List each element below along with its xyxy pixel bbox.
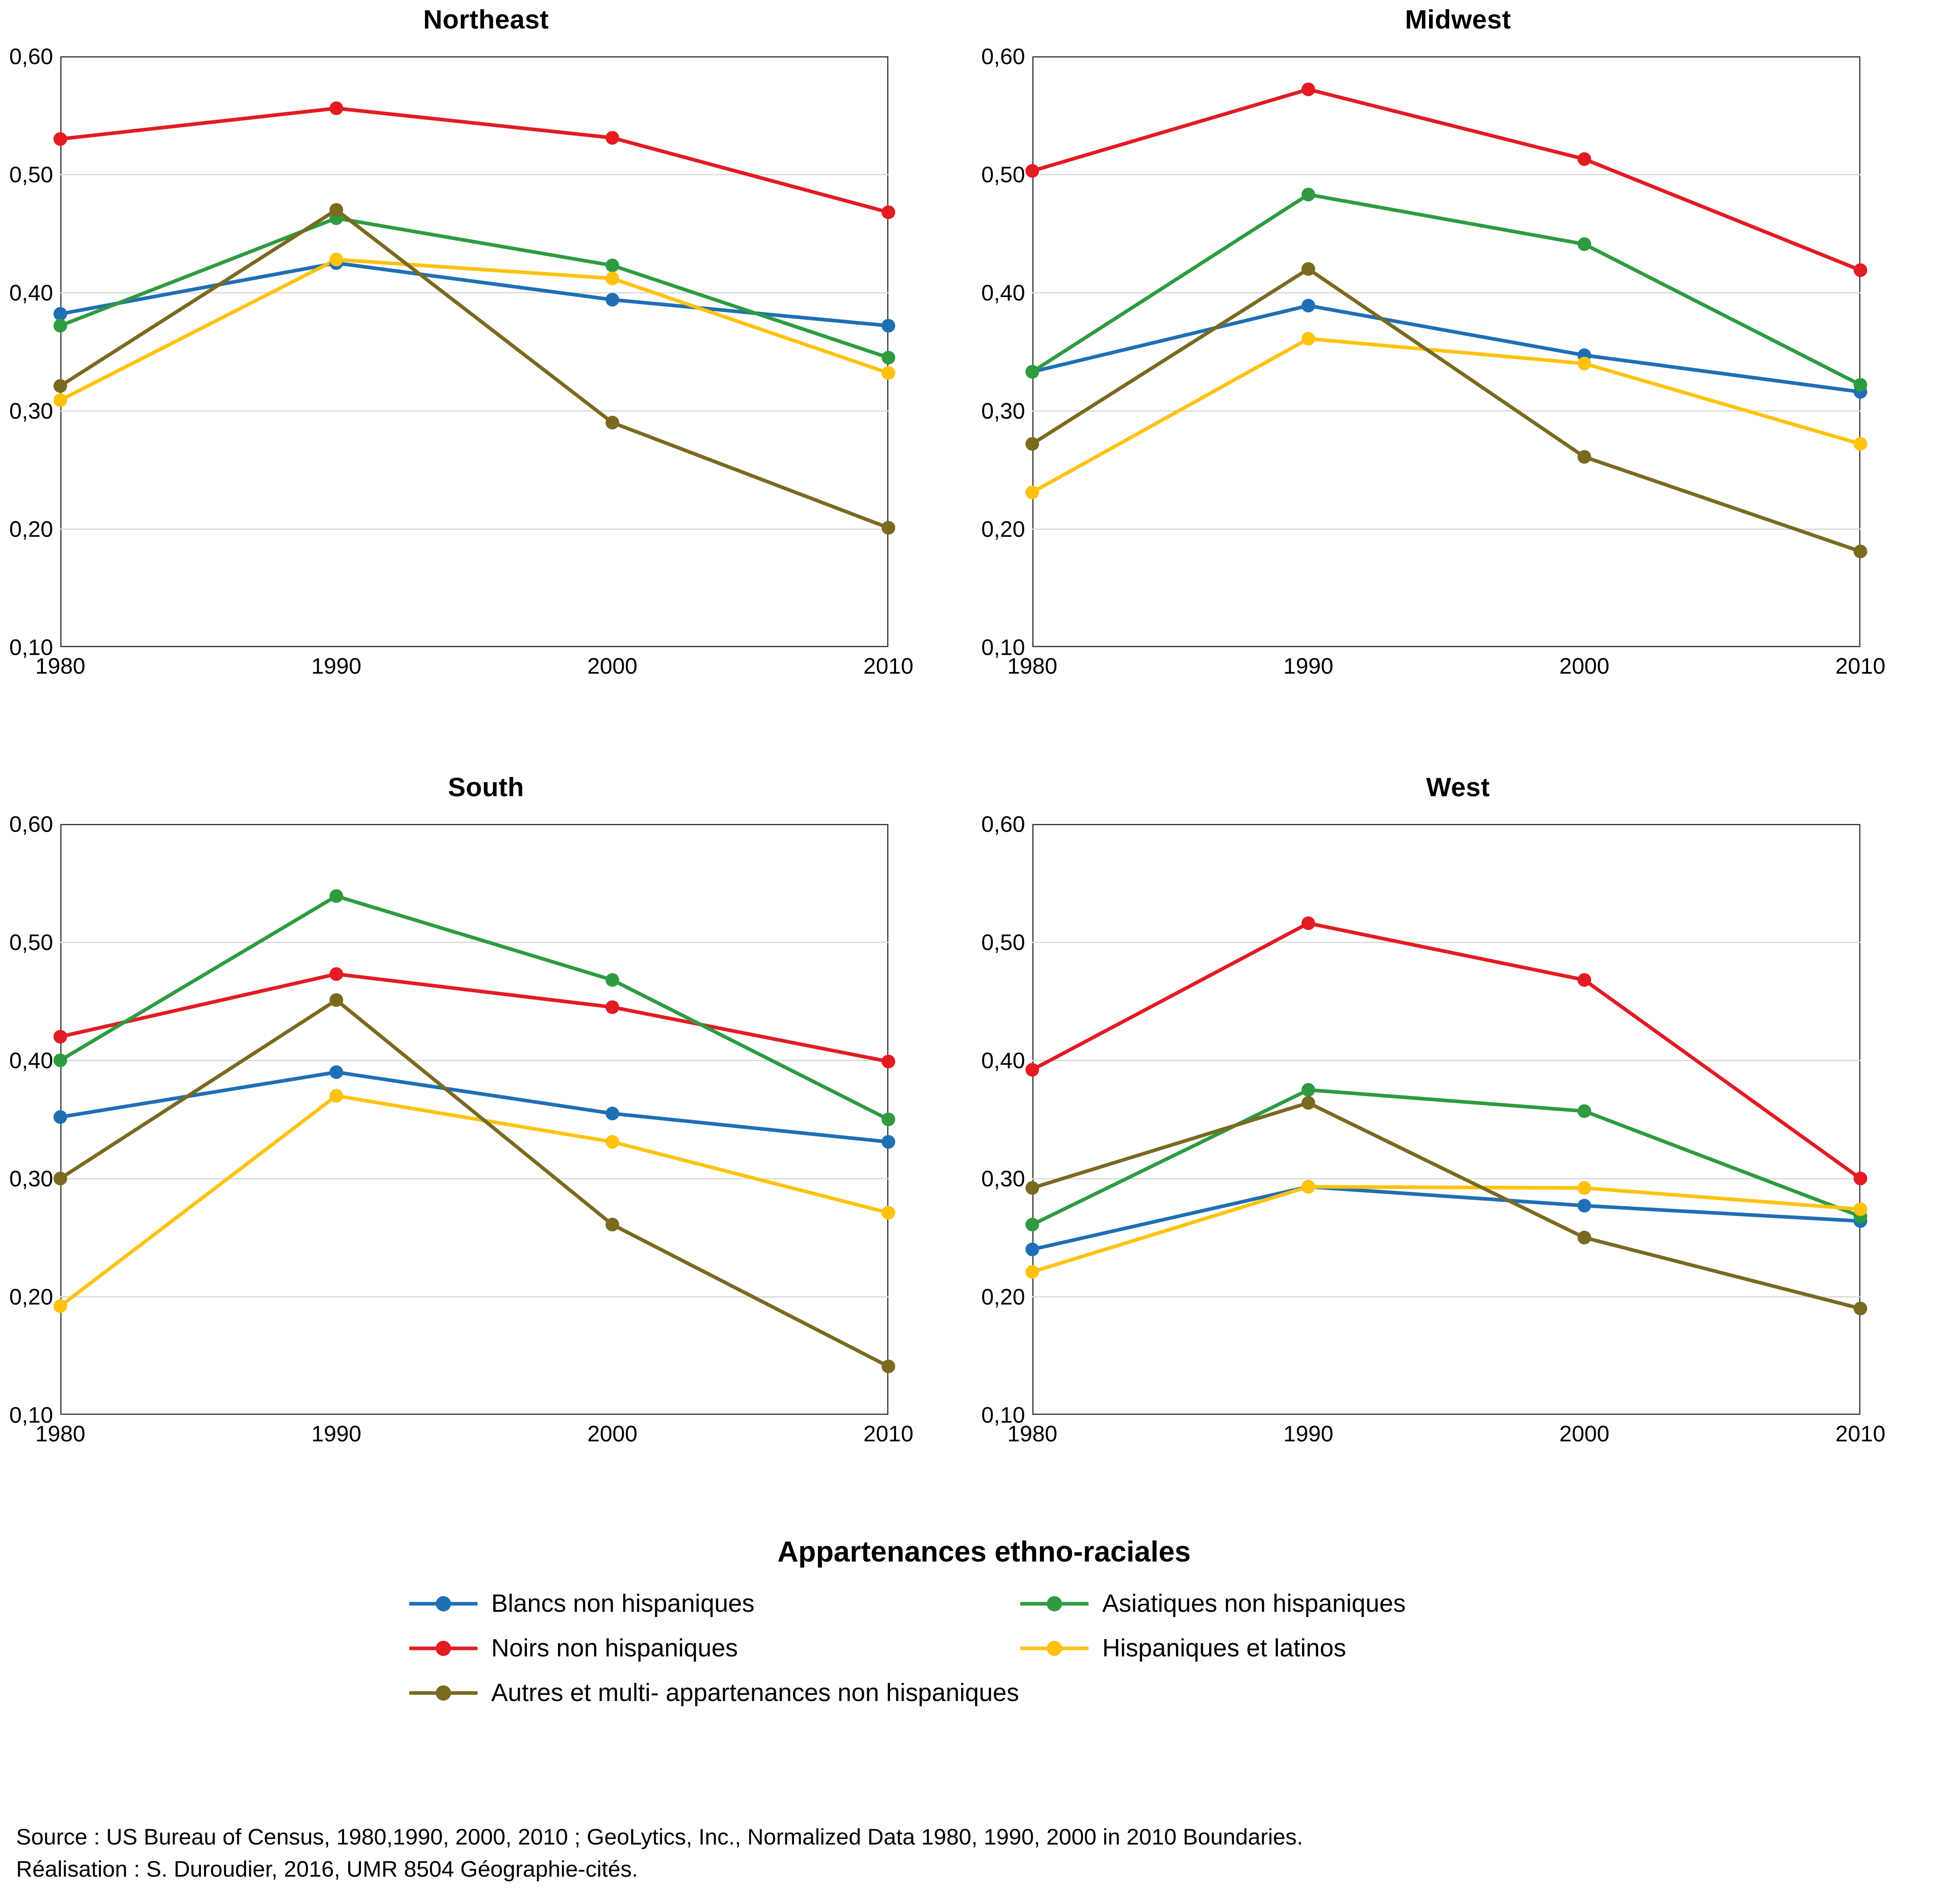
x-axis-tick-label: 1980: [35, 653, 86, 678]
data-point: [605, 416, 619, 429]
y-axis-tick-label: 0,40: [981, 1047, 1025, 1073]
legend-item-asiatiques[interactable]: [972, 1589, 1635, 1618]
series-line: [1032, 269, 1860, 551]
data-point: [605, 272, 619, 285]
data-point: [1854, 1301, 1867, 1315]
data-point: [605, 293, 619, 307]
data-point: [330, 967, 343, 981]
data-point: [605, 1000, 619, 1014]
data-point: [882, 1206, 895, 1219]
data-point: [1302, 188, 1315, 201]
panel-title: West: [1426, 772, 1490, 802]
x-axis-tick-label: 2000: [587, 1421, 638, 1446]
data-point: [53, 1299, 67, 1313]
data-point: [330, 203, 343, 217]
series-line: [1032, 305, 1860, 392]
data-point: [1302, 332, 1315, 346]
series-line: [60, 1072, 888, 1142]
source-line-2: Réalisation : S. Duroudier, 2016, UMR 8504 Géographie-cités.: [16, 1856, 638, 1881]
data-point: [1302, 82, 1315, 96]
y-axis-tick-label: 0,50: [9, 162, 53, 187]
data-point: [882, 1135, 895, 1149]
legend-item-hispaniques[interactable]: [972, 1634, 1635, 1662]
data-point: [1854, 545, 1867, 558]
y-axis-tick-label: 0,60: [981, 811, 1025, 837]
y-axis-tick-label: 0,10: [9, 1402, 53, 1428]
data-point: [1854, 437, 1867, 451]
y-axis-tick-label: 0,20: [981, 516, 1025, 542]
data-point: [330, 253, 343, 266]
data-point: [882, 366, 895, 380]
x-axis-tick-label: 2010: [863, 653, 914, 678]
data-point: [1025, 1242, 1039, 1256]
series-layer: [1032, 824, 1860, 1415]
x-axis-tick-label: 2000: [1559, 653, 1610, 678]
y-axis-tick-label: 0,60: [9, 811, 53, 837]
x-axis-tick-label: 1980: [1007, 1421, 1058, 1446]
data-point: [1025, 1181, 1039, 1195]
series-line: [60, 210, 888, 528]
data-point: [882, 205, 895, 219]
data-point: [1025, 1218, 1039, 1232]
data-point: [605, 1218, 619, 1232]
x-axis-tick-label: 2010: [863, 1421, 914, 1446]
series-line: [1032, 1103, 1860, 1309]
series-line: [1032, 1090, 1860, 1225]
data-point: [1854, 378, 1867, 391]
panel-northeast: [0, 0, 972, 768]
series-line: [1032, 195, 1860, 385]
panel-title: Midwest: [1405, 4, 1511, 34]
legend-swatch-line-icon: [409, 1596, 478, 1612]
data-point: [1577, 357, 1591, 370]
data-point: [1577, 152, 1591, 166]
panel-title: Northeast: [423, 4, 549, 34]
legend-item-autres[interactable]: [309, 1679, 1635, 1707]
data-point: [882, 319, 895, 332]
data-point: [605, 1135, 619, 1149]
y-axis-tick-label: 0,40: [9, 1047, 53, 1073]
data-point: [53, 1030, 67, 1043]
legend-label: Blancs non hispaniques: [491, 1590, 755, 1617]
data-point: [53, 307, 67, 321]
data-point: [53, 132, 67, 146]
y-axis-tick-label: 0,10: [9, 634, 53, 660]
y-axis-tick-label: 0,50: [981, 162, 1025, 187]
x-axis-tick-label: 1980: [1007, 653, 1058, 678]
y-axis-tick-label: 0,50: [981, 929, 1025, 955]
data-point: [1302, 916, 1315, 930]
data-point: [53, 319, 67, 332]
y-axis-tick-label: 0,30: [9, 1166, 53, 1191]
data-point: [1302, 299, 1315, 312]
data-point: [1302, 262, 1315, 276]
data-point: [1577, 1231, 1591, 1244]
series-line: [1032, 923, 1860, 1178]
data-point: [605, 258, 619, 272]
plot-area-west: [981, 811, 1907, 1467]
panel-south: [0, 768, 972, 1535]
data-point: [330, 101, 343, 115]
data-point: [1025, 1265, 1039, 1279]
series-layer: [60, 824, 888, 1415]
data-point: [53, 1053, 67, 1067]
legend-row: [309, 1634, 1635, 1662]
data-point: [1025, 437, 1039, 451]
x-axis-tick-label: 1990: [311, 1421, 361, 1446]
series-layer: [60, 56, 888, 647]
y-axis-tick-label: 0,10: [981, 1402, 1025, 1428]
data-point: [1577, 1104, 1591, 1118]
data-point: [1302, 1180, 1315, 1194]
legend-rows: [309, 1589, 1635, 1707]
y-axis-tick-label: 0,60: [9, 43, 53, 69]
legend-swatch-line-icon: [409, 1685, 478, 1701]
x-axis-tick-label: 1980: [35, 1421, 86, 1446]
series-line: [60, 108, 888, 212]
data-point: [1302, 1083, 1315, 1097]
source-line-1: Source : US Bureau of Census, 1980,1990, 2000, 2010 ; GeoLytics, Inc., Normalized Data 1980, 1990, 2000 in 2010 Boundaries.: [16, 1824, 1303, 1849]
legend-row: [309, 1679, 1635, 1707]
y-axis-tick-label: 0,50: [9, 929, 53, 955]
data-point: [882, 1359, 895, 1373]
y-axis-tick-label: 0,10: [981, 634, 1025, 660]
data-point: [882, 1113, 895, 1126]
series-layer: [1032, 56, 1860, 647]
data-point: [1025, 365, 1039, 379]
x-axis-tick-label: 2010: [1835, 653, 1886, 678]
data-point: [1025, 164, 1039, 178]
series-line: [1032, 1187, 1860, 1250]
legend-row: [309, 1589, 1635, 1618]
legend: [0, 1535, 1944, 1723]
legend-label: Hispaniques et latinos: [1102, 1634, 1346, 1662]
legend-label: Autres et multi- appartenances non hispaniques: [491, 1679, 1019, 1707]
plot-area-northeast: [9, 43, 935, 699]
data-point: [1025, 1063, 1039, 1077]
legend-label: Asiatiques non hispaniques: [1102, 1590, 1406, 1617]
y-axis-tick-label: 0,30: [981, 1166, 1025, 1191]
data-point: [53, 1172, 67, 1185]
data-point: [605, 131, 619, 145]
y-axis-tick-label: 0,40: [981, 280, 1025, 305]
data-point: [882, 521, 895, 535]
y-axis-tick-label: 0,20: [9, 516, 53, 542]
panel-midwest: [972, 0, 1944, 768]
panel-title: South: [448, 772, 524, 802]
data-point: [1025, 486, 1039, 499]
data-point: [882, 351, 895, 365]
data-point: [1854, 1172, 1867, 1185]
x-axis-tick-label: 1990: [1283, 653, 1333, 678]
y-axis-tick-label: 0,20: [9, 1284, 53, 1310]
x-axis-tick-label: 1990: [1283, 1421, 1333, 1446]
x-axis-tick-label: 1990: [311, 653, 361, 678]
data-point: [1854, 263, 1867, 277]
data-point: [330, 1065, 343, 1079]
series-line: [1032, 1187, 1860, 1272]
legend-label: Noirs non hispaniques: [491, 1634, 738, 1662]
data-point: [605, 1107, 619, 1120]
data-point: [53, 394, 67, 407]
data-point: [330, 889, 343, 903]
x-axis-tick-label: 2010: [1835, 1421, 1886, 1446]
x-axis-tick-label: 2000: [587, 653, 638, 678]
panel-west: [972, 768, 1944, 1535]
data-point: [330, 1089, 343, 1103]
y-axis-tick-label: 0,60: [981, 43, 1025, 69]
legend-swatch-line-icon: [1020, 1640, 1089, 1656]
legend-swatch-line-icon: [1020, 1596, 1089, 1612]
legend-item-blancs[interactable]: [309, 1589, 972, 1618]
y-axis-tick-label: 0,20: [981, 1284, 1025, 1310]
y-axis-tick-label: 0,30: [9, 398, 53, 424]
legend-title: Appartenances ethno-raciales: [777, 1536, 1191, 1568]
data-point: [1577, 1199, 1591, 1213]
data-point: [1854, 1202, 1867, 1216]
data-point: [53, 379, 67, 393]
x-axis-tick-label: 2000: [1559, 1421, 1610, 1446]
legend-item-noirs[interactable]: [309, 1634, 972, 1662]
y-axis-tick-label: 0,40: [9, 280, 53, 305]
y-axis-tick-label: 0,30: [981, 398, 1025, 424]
plot-area-south: [9, 811, 935, 1467]
source-note: [16, 1821, 1905, 1885]
data-point: [1577, 1181, 1591, 1195]
data-point: [1577, 237, 1591, 251]
data-point: [330, 993, 343, 1007]
data-point: [1577, 973, 1591, 987]
series-line: [1032, 89, 1860, 270]
data-point: [1577, 450, 1591, 464]
legend-swatch-line-icon: [409, 1640, 478, 1656]
data-point: [53, 1110, 67, 1124]
data-point: [882, 1055, 895, 1068]
data-point: [605, 973, 619, 987]
plot-area-midwest: [981, 43, 1907, 699]
data-point: [1302, 1096, 1315, 1110]
